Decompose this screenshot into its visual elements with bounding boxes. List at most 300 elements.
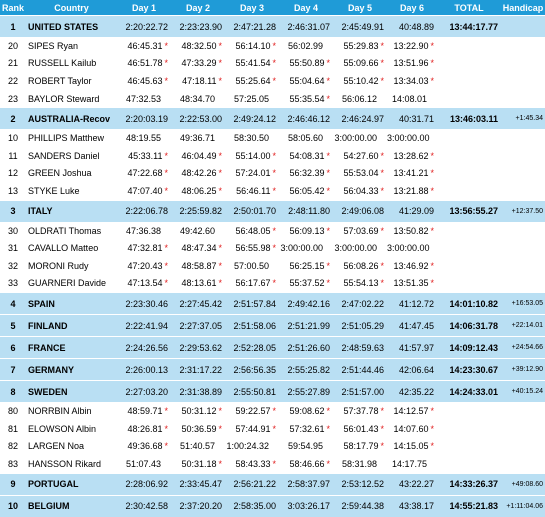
- header-rank[interactable]: Rank: [0, 0, 26, 16]
- rank-cell: 23: [0, 90, 26, 108]
- day-2-time: [171, 473, 225, 495]
- day-2-time: [171, 222, 225, 240]
- time-value: 59:22.57: [235, 405, 271, 416]
- time-value: 48:13.61: [181, 278, 217, 289]
- time-value: 43:38.17: [398, 501, 434, 511]
- team-row[interactable]: [0, 381, 545, 403]
- header-day-4[interactable]: Day 4: [279, 0, 333, 16]
- rank-cell: 5: [0, 315, 26, 337]
- rank-cell: 2: [0, 108, 26, 130]
- time-value: 56:05.42: [289, 185, 325, 196]
- athlete-row[interactable]: [0, 437, 545, 455]
- athlete-name: SANDERS Daniel: [26, 147, 117, 165]
- athlete-row[interactable]: [0, 257, 545, 275]
- time-value: 2:20:22.72: [125, 21, 168, 32]
- time-value: 2:27:45.42: [179, 298, 222, 309]
- athlete-row[interactable]: [0, 402, 545, 420]
- time-value: 2:51:57.00: [341, 386, 384, 397]
- day-5-time: [333, 257, 387, 275]
- day-1-time: [117, 337, 171, 359]
- day-3-time: [225, 381, 279, 403]
- time-value: 55:53.04: [343, 168, 379, 179]
- day-2-time: [171, 420, 225, 438]
- athlete-row[interactable]: [0, 147, 545, 165]
- time-value: 55:14.00: [235, 150, 271, 161]
- day-6-time: [387, 108, 437, 130]
- time-value: 58:05.60: [287, 133, 323, 144]
- time-value: 47:32.81: [127, 243, 163, 254]
- day-1-time: [117, 455, 171, 473]
- time-value: 14:07.60: [393, 423, 429, 434]
- counting-score-star: *: [326, 458, 330, 469]
- counting-score-star: *: [326, 405, 330, 416]
- day-4-time: [279, 359, 333, 381]
- empty-total: [437, 257, 501, 275]
- day-5-time: [333, 16, 387, 38]
- rank-cell: 32: [0, 257, 26, 275]
- time-value: 2:50:01.70: [233, 206, 276, 217]
- time-value: 13:22.90: [393, 40, 429, 51]
- empty-handicap: [501, 239, 545, 257]
- counting-score-star: *: [218, 260, 222, 271]
- team-row[interactable]: [0, 337, 545, 359]
- day-3-time: [225, 275, 279, 293]
- day-3-time: [225, 257, 279, 275]
- day-2-time: [171, 182, 225, 200]
- day-4-time: [279, 257, 333, 275]
- time-value: 59:54.95: [287, 441, 323, 452]
- day-3-time: [225, 359, 279, 381]
- day-5-time: [333, 239, 387, 257]
- time-value: 57:37.78: [343, 405, 379, 416]
- team-total: 14:23:30.67: [437, 359, 501, 381]
- team-row[interactable]: [0, 495, 545, 517]
- time-value: 2:51:44.46: [341, 364, 384, 375]
- country-name: FRANCE: [26, 337, 117, 359]
- time-value: 2:46:46.12: [287, 113, 330, 124]
- counting-score-star: *: [430, 58, 434, 69]
- athlete-name: LARGEN Noa: [26, 437, 117, 455]
- rank-cell: 8: [0, 381, 26, 403]
- time-value: 47:32.53: [125, 93, 161, 104]
- team-total: 14:55:21.83: [437, 495, 501, 517]
- time-value: 47:13.54: [127, 278, 163, 289]
- time-value: 2:24:26.56: [125, 342, 168, 353]
- day-2-time: [171, 16, 225, 38]
- athlete-name: HANSSON Rikard: [26, 455, 117, 473]
- time-value: 13:41.21: [393, 168, 429, 179]
- empty-handicap: [501, 420, 545, 438]
- day-4-time: [279, 293, 333, 315]
- team-handicap: +40:15.24: [501, 381, 545, 403]
- time-value: 2:30:42.58: [125, 501, 168, 511]
- athlete-row[interactable]: [0, 129, 545, 147]
- day-1-time: [117, 495, 171, 517]
- counting-score-star: *: [164, 260, 168, 271]
- time-value: 56:01.43: [343, 423, 379, 434]
- empty-handicap: [501, 455, 545, 473]
- counting-score-star: *: [272, 185, 276, 196]
- day-1-time: [117, 275, 171, 293]
- empty-handicap: [501, 275, 545, 293]
- day-2-time: [171, 200, 225, 222]
- time-value: 59:08.62: [289, 405, 325, 416]
- time-value: 48:59.71: [127, 405, 163, 416]
- time-value: 2:31:17.22: [179, 364, 222, 375]
- athlete-name: CAVALLO Matteo: [26, 239, 117, 257]
- time-value: 2:46:24.97: [341, 113, 384, 124]
- day-4-time: [279, 239, 333, 257]
- rank-cell: 81: [0, 420, 26, 438]
- team-row[interactable]: [0, 293, 545, 315]
- counting-score-star: *: [218, 278, 222, 289]
- header-day-6[interactable]: Day 6: [387, 0, 437, 16]
- team-row[interactable]: [0, 16, 545, 38]
- time-value: 42:35.22: [398, 386, 434, 397]
- team-row[interactable]: [0, 200, 545, 222]
- athlete-row[interactable]: [0, 72, 545, 90]
- day-2-time: [171, 381, 225, 403]
- day-3-time: [225, 147, 279, 165]
- day-6-time: [387, 55, 437, 73]
- day-1-time: [117, 182, 171, 200]
- time-value: 14:12.57: [393, 405, 429, 416]
- team-row[interactable]: [0, 108, 545, 130]
- day-5-time: [333, 90, 387, 108]
- day-5-time: [333, 129, 387, 147]
- team-total: 14:24:33.01: [437, 381, 501, 403]
- empty-handicap: [501, 222, 545, 240]
- counting-score-star: *: [430, 423, 434, 434]
- day-2-time: [171, 257, 225, 275]
- rank-cell: 6: [0, 337, 26, 359]
- country-name: UNITED STATES: [26, 16, 117, 38]
- day-5-time: [333, 437, 387, 455]
- day-3-time: [225, 495, 279, 517]
- time-value: 14:17.75: [391, 458, 427, 469]
- header-day-2[interactable]: Day 2: [171, 0, 225, 16]
- time-value: 55:25.64: [235, 75, 271, 86]
- time-value: 2:49:24.12: [233, 113, 276, 124]
- day-5-time: [333, 72, 387, 90]
- day-2-time: [171, 239, 225, 257]
- day-5-time: [333, 165, 387, 183]
- counting-score-star: *: [326, 185, 330, 196]
- time-value: 58:46.66: [289, 458, 325, 469]
- time-value: 2:51:05.29: [341, 320, 384, 331]
- time-value: 56:46.11: [236, 185, 271, 196]
- time-value: 57:25.05: [233, 93, 269, 104]
- day-1-time: [117, 72, 171, 90]
- country-name: SWEDEN: [26, 381, 117, 403]
- time-value: 47:22.68: [127, 168, 163, 179]
- empty-handicap: [501, 37, 545, 55]
- time-value: 56:25.15: [289, 260, 325, 271]
- counting-score-star: *: [380, 150, 384, 161]
- day-6-time: [387, 37, 437, 55]
- counting-score-star: *: [218, 243, 222, 254]
- day-3-time: [225, 402, 279, 420]
- time-value: 55:09.66: [343, 58, 379, 69]
- day-4-time: [279, 147, 333, 165]
- team-handicap: +39:12.90: [501, 359, 545, 381]
- day-4-time: [279, 108, 333, 130]
- counting-score-star: *: [380, 185, 384, 196]
- athlete-row[interactable]: [0, 222, 545, 240]
- day-2-time: [171, 165, 225, 183]
- day-6-time: [387, 381, 437, 403]
- time-value: 2:27:03.20: [125, 386, 168, 397]
- team-total: 14:06:31.78: [437, 315, 501, 337]
- header-day-3[interactable]: Day 3: [225, 0, 279, 16]
- day-5-time: [333, 147, 387, 165]
- time-value: 2:55:27.89: [287, 386, 330, 397]
- empty-handicap: [501, 165, 545, 183]
- day-1-time: [117, 129, 171, 147]
- day-5-time: [333, 315, 387, 337]
- counting-score-star: *: [164, 58, 168, 69]
- header-total[interactable]: TOTAL: [437, 0, 501, 16]
- time-value: 55:04.64: [289, 75, 325, 86]
- time-value: 13:51.96: [393, 58, 429, 69]
- country-name: ITALY: [26, 200, 117, 222]
- day-2-time: [171, 402, 225, 420]
- empty-handicap: [501, 72, 545, 90]
- day-6-time: [387, 337, 437, 359]
- counting-score-star: *: [430, 75, 434, 86]
- day-6-time: [387, 165, 437, 183]
- athlete-row[interactable]: [0, 165, 545, 183]
- counting-score-star: *: [218, 423, 222, 434]
- team-handicap: +49:08.60: [501, 473, 545, 495]
- day-6-time: [387, 147, 437, 165]
- team-total: 14:09:12.43: [437, 337, 501, 359]
- counting-score-star: *: [272, 423, 276, 434]
- day-4-time: [279, 222, 333, 240]
- counting-score-star: *: [164, 423, 168, 434]
- time-value: 56:04.33: [343, 185, 379, 196]
- athlete-row[interactable]: [0, 420, 545, 438]
- day-4-time: [279, 90, 333, 108]
- day-5-time: [333, 337, 387, 359]
- day-6-time: [387, 90, 437, 108]
- rank-cell: 30: [0, 222, 26, 240]
- counting-score-star: *: [380, 58, 384, 69]
- day-3-time: [225, 473, 279, 495]
- athlete-name: STYKE Luke: [26, 182, 117, 200]
- day-6-time: [387, 359, 437, 381]
- header-day-1[interactable]: Day 1: [117, 0, 171, 16]
- counting-score-star: *: [380, 40, 384, 51]
- time-value: 56:55.98: [235, 243, 271, 254]
- time-value: 45:33.11: [128, 150, 163, 161]
- counting-score-star: *: [430, 278, 434, 289]
- day-2-time: [171, 37, 225, 55]
- day-6-time: [387, 16, 437, 38]
- counting-score-star: *: [164, 243, 168, 254]
- empty-total: [437, 182, 501, 200]
- day-4-time: [279, 402, 333, 420]
- time-value: 48:19.55: [125, 133, 161, 144]
- day-4-time: [279, 381, 333, 403]
- day-6-time: [387, 222, 437, 240]
- day-4-time: [279, 495, 333, 517]
- time-value: 46:51.78: [127, 58, 163, 69]
- athlete-name: GREEN Joshua: [26, 165, 117, 183]
- time-value: 2:29:53.62: [179, 342, 222, 353]
- time-value: 2:48:59.63: [341, 342, 384, 353]
- rank-cell: 82: [0, 437, 26, 455]
- team-row[interactable]: [0, 473, 545, 495]
- time-value: 56:02.99: [287, 40, 323, 51]
- time-value: 2:49:06.08: [341, 206, 384, 217]
- day-6-time: [387, 239, 437, 257]
- time-value: 13:28.62: [393, 150, 429, 161]
- rank-cell: 11: [0, 147, 26, 165]
- time-value: 48:32.50: [181, 40, 217, 51]
- counting-score-star: *: [272, 243, 276, 254]
- team-total: 13:44:17.77: [437, 16, 501, 38]
- time-value: 2:28:06.92: [125, 479, 168, 489]
- time-value: 3:00:00.00: [387, 243, 430, 254]
- day-5-time: [333, 359, 387, 381]
- day-5-time: [333, 402, 387, 420]
- time-value: 2:48:11.80: [288, 206, 330, 217]
- rank-cell: 1: [0, 16, 26, 38]
- athlete-row[interactable]: [0, 455, 545, 473]
- athlete-row[interactable]: [0, 239, 545, 257]
- day-6-time: [387, 437, 437, 455]
- counting-score-star: *: [430, 40, 434, 51]
- counting-score-star: *: [272, 40, 276, 51]
- day-1-time: [117, 108, 171, 130]
- team-handicap: +1:45.34: [501, 108, 545, 130]
- day-5-time: [333, 293, 387, 315]
- time-value: 3:00:00.00: [334, 243, 377, 254]
- time-value: 2:22:06.78: [125, 206, 168, 217]
- day-2-time: [171, 55, 225, 73]
- counting-score-star: *: [380, 225, 384, 236]
- time-value: 2:33:45.47: [179, 479, 222, 489]
- time-value: 2:23:23.90: [179, 21, 222, 32]
- rank-cell: 10: [0, 495, 26, 517]
- athlete-row[interactable]: [0, 182, 545, 200]
- team-handicap: +1:11:04.06: [501, 495, 545, 517]
- day-1-time: [117, 437, 171, 455]
- counting-score-star: *: [380, 423, 384, 434]
- time-value: 57:03.69: [343, 225, 379, 236]
- empty-total: [437, 165, 501, 183]
- day-2-time: [171, 129, 225, 147]
- day-3-time: [225, 165, 279, 183]
- athlete-row[interactable]: [0, 90, 545, 108]
- counting-score-star: *: [380, 260, 384, 271]
- athlete-row[interactable]: [0, 55, 545, 73]
- day-4-time: [279, 337, 333, 359]
- counting-score-star: *: [272, 150, 276, 161]
- header-handicap[interactable]: Handicap: [501, 0, 545, 16]
- time-value: 55:54.13: [343, 278, 379, 289]
- day-2-time: [171, 72, 225, 90]
- counting-score-star: *: [218, 58, 222, 69]
- athlete-name: ELOWSON Albin: [26, 420, 117, 438]
- team-total: 14:01:10.82: [437, 293, 501, 315]
- time-value: 55:50.89: [289, 58, 325, 69]
- header-country[interactable]: Country: [26, 0, 117, 16]
- country-name: BELGIUM: [26, 495, 117, 517]
- day-3-time: [225, 437, 279, 455]
- time-value: 2:56:21.22: [233, 479, 276, 489]
- counting-score-star: *: [380, 75, 384, 86]
- time-value: 48:42.26: [181, 168, 217, 179]
- time-value: 56:06.12: [341, 93, 377, 104]
- time-value: 1:00:24.32: [226, 441, 269, 452]
- athlete-name: NORRBIN Albin: [26, 402, 117, 420]
- day-4-time: [279, 200, 333, 222]
- day-3-time: [225, 129, 279, 147]
- counting-score-star: *: [272, 405, 276, 416]
- counting-score-star: *: [326, 75, 330, 86]
- counting-score-star: *: [164, 405, 168, 416]
- day-6-time: [387, 473, 437, 495]
- day-3-time: [225, 182, 279, 200]
- empty-handicap: [501, 147, 545, 165]
- counting-score-star: *: [218, 168, 222, 179]
- time-value: 2:22:53.00: [179, 113, 222, 124]
- results-body: [0, 16, 545, 517]
- day-2-time: [171, 108, 225, 130]
- athlete-row[interactable]: [0, 37, 545, 55]
- day-5-time: [333, 381, 387, 403]
- counting-score-star: *: [164, 278, 168, 289]
- athlete-name: ROBERT Taylor: [26, 72, 117, 90]
- rank-cell: 12: [0, 165, 26, 183]
- day-4-time: [279, 455, 333, 473]
- day-1-time: [117, 165, 171, 183]
- counting-score-star: *: [430, 260, 434, 271]
- counting-score-star: *: [218, 185, 222, 196]
- empty-handicap: [501, 55, 545, 73]
- day-5-time: [333, 473, 387, 495]
- day-1-time: [117, 37, 171, 55]
- empty-total: [437, 72, 501, 90]
- counting-score-star: *: [164, 185, 168, 196]
- athlete-row[interactable]: [0, 275, 545, 293]
- time-value: 2:46:31.07: [287, 21, 330, 32]
- day-6-time: [387, 129, 437, 147]
- empty-total: [437, 37, 501, 55]
- counting-score-star: *: [218, 405, 222, 416]
- team-row[interactable]: [0, 359, 545, 381]
- counting-score-star: *: [218, 40, 222, 51]
- day-5-time: [333, 182, 387, 200]
- team-row[interactable]: [0, 315, 545, 337]
- header-day-5[interactable]: Day 5: [333, 0, 387, 16]
- day-4-time: [279, 437, 333, 455]
- time-value: 2:51:57.84: [233, 298, 276, 309]
- rank-cell: 33: [0, 275, 26, 293]
- empty-total: [437, 90, 501, 108]
- day-3-time: [225, 37, 279, 55]
- time-value: 55:35.54: [289, 93, 325, 104]
- time-value: 2:47:02.22: [341, 298, 384, 309]
- day-3-time: [225, 315, 279, 337]
- day-1-time: [117, 381, 171, 403]
- day-1-time: [117, 359, 171, 381]
- rank-cell: 4: [0, 293, 26, 315]
- athlete-name: PHILLIPS Matthew: [26, 129, 117, 147]
- day-3-time: [225, 108, 279, 130]
